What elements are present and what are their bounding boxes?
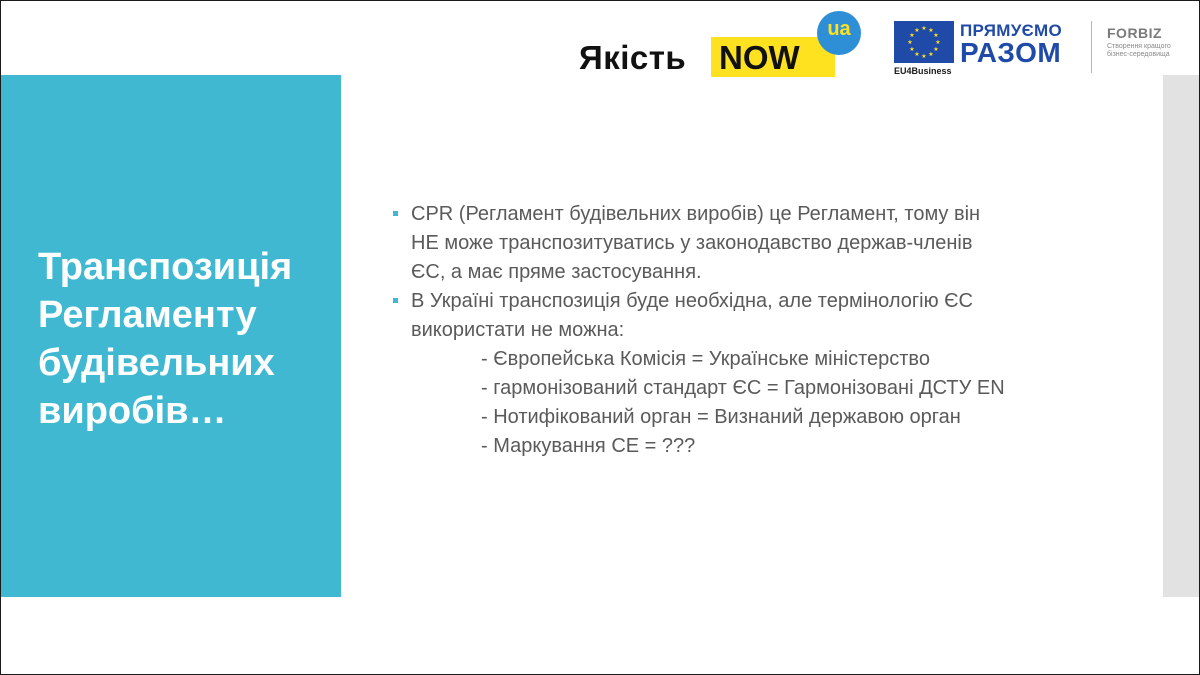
title-line: Регламенту (38, 294, 257, 336)
razom-text: РАЗОМ (960, 37, 1062, 68)
logo-divider (1091, 21, 1092, 73)
svg-text:★: ★ (921, 53, 927, 60)
bullet-line: CPR (Регламент будівельних виробів) це Регламент, тому він (411, 203, 981, 225)
title-panel (1, 75, 341, 597)
bullet-marker (393, 298, 398, 303)
bullet-line: НЕ може транспозитуватись у законодавство держав-членів (411, 232, 973, 254)
sub-item: - Маркування CE = ??? (481, 435, 696, 457)
forbiz-title: FORBIZ (1107, 25, 1163, 41)
eu-flag-icon (894, 21, 954, 63)
svg-text:★: ★ (921, 25, 927, 32)
title-line: виробів… (38, 390, 227, 432)
eu4business-logo (894, 21, 1074, 81)
bullet-line: ЄС, а має пряме застосування. (411, 261, 702, 283)
sub-item: - гармонізований стандарт ЄС = Гармонізовані ДСТУ EN (481, 377, 1005, 399)
svg-text:★: ★ (914, 51, 920, 58)
yakist-now-logo (579, 11, 869, 81)
svg-text:★: ★ (928, 51, 934, 58)
bullet-line: В Україні транспозиція буде необхідна, але термінологію ЄС (411, 290, 973, 312)
title-line: будівельних (38, 342, 275, 384)
logo-ua-word: ua (827, 18, 851, 40)
logo-yakist-word: Якість (579, 39, 687, 76)
sub-item: - Нотифікований орган = Визнаний державою орган (481, 406, 961, 428)
side-strip (1163, 75, 1200, 597)
svg-text:★: ★ (935, 39, 941, 46)
forbiz-logo (1107, 25, 1187, 59)
slide-title (38, 243, 328, 435)
forbiz-subtitle-2: бізнес-середовища (1107, 51, 1170, 58)
svg-text:★: ★ (909, 32, 915, 39)
svg-text:★: ★ (933, 46, 939, 53)
slide-content (391, 200, 1091, 461)
svg-text:★: ★ (907, 39, 913, 46)
title-line: Транспозиція (38, 246, 293, 288)
sub-item: - Європейська Комісія = Українське міністерство (481, 348, 930, 370)
svg-text:★: ★ (928, 27, 934, 34)
bullet-item (391, 287, 1091, 345)
bullet-item (391, 200, 1091, 287)
bullet-marker (393, 211, 398, 216)
pryamuyemo-text: ПРЯМУЄМО (960, 21, 1062, 40)
svg-text:★: ★ (914, 27, 920, 34)
svg-text:★: ★ (909, 46, 915, 53)
bullet-line: використати не можна: (411, 319, 625, 341)
svg-text:★: ★ (933, 32, 939, 39)
forbiz-subtitle-1: Створення кращого (1107, 43, 1171, 50)
eu-caption: EU4Business (894, 66, 952, 76)
logo-now-word: NOW (719, 39, 800, 76)
